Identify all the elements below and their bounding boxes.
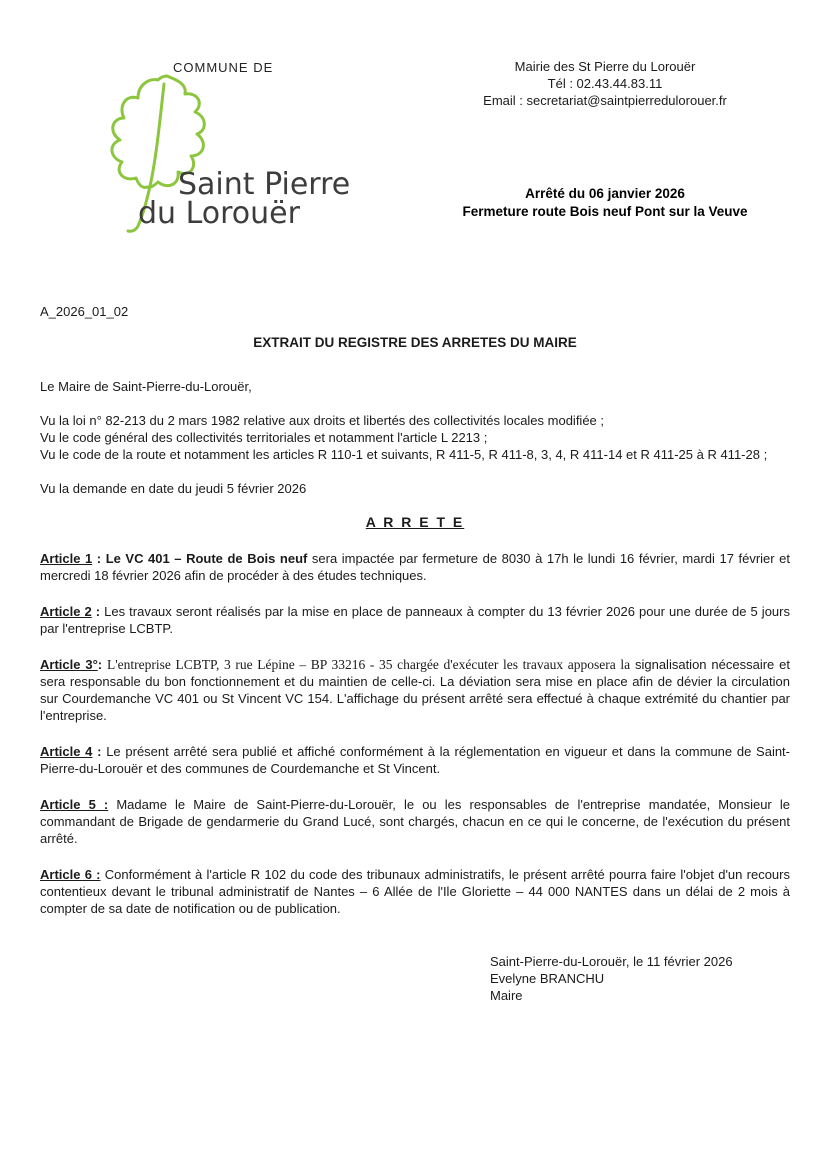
visas-block xyxy=(40,412,790,463)
subject-title: Fermeture route Bois neuf Pont sur la Veuve xyxy=(462,204,748,219)
document-title: EXTRAIT DU REGISTRE DES ARRETES DU MAIRE xyxy=(253,335,577,350)
commune-label: COMMUNE DE xyxy=(173,60,274,75)
contact-name: Mairie des St Pierre du Lorouër xyxy=(514,59,696,74)
article-4-label: Article 4 xyxy=(40,744,93,759)
article-1-text: sera impactée par fermeture de 8030 à 17h le lundi 16 février, mardi 17 février et mercredi 18 février 2026 afin de procéder à des études techniques. xyxy=(40,551,790,583)
contact-email: Email : secretariat@saintpierredulorouer.fr xyxy=(483,93,727,108)
article-3-text: signalisation nécessaire et sera responsable du bon fonctionnement et du maintien de celle-ci. La déviation sera mise en place afin de dévier la circulation sur Courdemanche VC 401 ou St Vincent VC 154. L'affichage du présent arrêté sera effectué à chaque extrémité du chantier par l'entreprise. xyxy=(40,657,790,723)
signature-title: Maire xyxy=(490,988,523,1003)
article-2-text: Les travaux seront réalisés par la mise en place de panneaux à compter du 13 février 2026 pour une durée de 5 jours par l'entreprise LCBTP. xyxy=(40,604,790,636)
article-3: Article 3°: L'entreprise LCBTP, 3 rue Lépine – BP 33216 - 35 chargée d'exécuter les travaux apposera la signalisation nécessaire et sera responsable du bon fonctionnement et du maintien de celle-ci. La déviation sera mise en place afin de dévier la circulation sur Courdemanche VC 401 ou St Vincent VC 154. L'affichage du présent arrêté sera effectué à chaque extrémité du chantier par l'entreprise. xyxy=(40,657,790,723)
document-reference: A_2026_01_02 xyxy=(40,304,129,319)
article-3-label: Article 3° xyxy=(40,657,98,672)
article-2-label: Article 2 xyxy=(40,604,92,619)
article-5-label: Article 5 : xyxy=(40,797,109,812)
visa-line: Vu le code de la route et notamment les articles R 110-1 et suivants, R 411-5, R 411-8, 3, 4, R 411-14 et R 411-25 à R 411-28 ; xyxy=(40,447,768,462)
demande-line: Vu la demande en date du jeudi 5 février 2026 xyxy=(40,481,307,496)
article-5-text: Madame le Maire de Saint-Pierre-du-Lorouër, le ou les responsables de l'entreprise mandatée, Monsieur le commandant de Brigade de gendarmerie du Grand Lucé, sont chargés, chacun en ce qui le concerne, de l'exécution du présent arrêté. xyxy=(40,797,790,846)
subject-block xyxy=(415,185,795,221)
signature-block xyxy=(490,953,790,1004)
signature-name: Evelyne BRANCHU xyxy=(490,971,605,986)
article-4-text: Le présent arrêté sera publié et affiché conformément à la réglementation en vigueur et dans la commune de Saint-Pierre-du-Lorouër et des communes de Courdemanche et St Vincent. xyxy=(40,744,791,776)
logo-text-line1: Saint Pierre xyxy=(178,167,351,202)
intro-line: Le Maire de Saint-Pierre-du-Lorouër, xyxy=(40,379,252,394)
article-6 xyxy=(40,866,790,917)
article-5 xyxy=(40,796,790,847)
visa-line: Vu la loi n° 82-213 du 2 mars 1982 relative aux droits et libertés des collectivités locales modifiée ; xyxy=(40,413,605,428)
subject-date: Arrêté du 06 janvier 2026 xyxy=(525,186,685,201)
signature-place-date: Saint-Pierre-du-Lorouër, le 11 février 2026 xyxy=(490,954,733,969)
logo-text-line2: du Lorouër xyxy=(138,196,300,231)
contact-phone: Tél : 02.43.44.83.11 xyxy=(547,76,663,91)
article-1: Article 1 : Le VC 401 – Route de Bois neuf sera impactée par fermeture de 8030 à 17h le lundi 16 février, mardi 17 février et mercredi 18 février 2026 afin de procéder à des études techniques. xyxy=(40,551,790,583)
article-6-text: Conformément à l'article R 102 du code des tribunaux administratifs, le présent arrêté pourra faire l'objet d'un recours contentieux devant le tribunal administratif de Nantes – 6 Allée de l'Ile Gloriette – 44 000 NANTES dans un délai de 2 mois à compter de sa date de notification ou de publication. xyxy=(40,867,790,916)
contact-block xyxy=(415,58,795,109)
article-6-label: Article 6 : xyxy=(40,867,101,882)
article-1-label: Article 1 xyxy=(40,551,93,566)
article-4: Article 4 : Le présent arrêté sera publié et affiché conformément à la réglementation en vigueur et dans la commune de Saint-Pierre-du-Lorouër et des communes de Courdemanche et St Vincent. xyxy=(40,744,791,776)
document-body xyxy=(40,334,790,1004)
visa-line: Vu le code général des collectivités territoriales et notamment l'article L 2213 ; xyxy=(40,430,488,445)
arrete-heading: A R R E T E xyxy=(365,514,465,530)
article-2: Article 2 : Les travaux seront réalisés par la mise en place de panneaux à compter du 13 février 2026 pour une durée de 5 jours par l'entreprise LCBTP. xyxy=(40,604,790,636)
article-3-serif-text: L'entreprise LCBTP, 3 rue Lépine – BP 33216 - 35 chargée d'exécuter les travaux apposera la xyxy=(106,657,631,672)
